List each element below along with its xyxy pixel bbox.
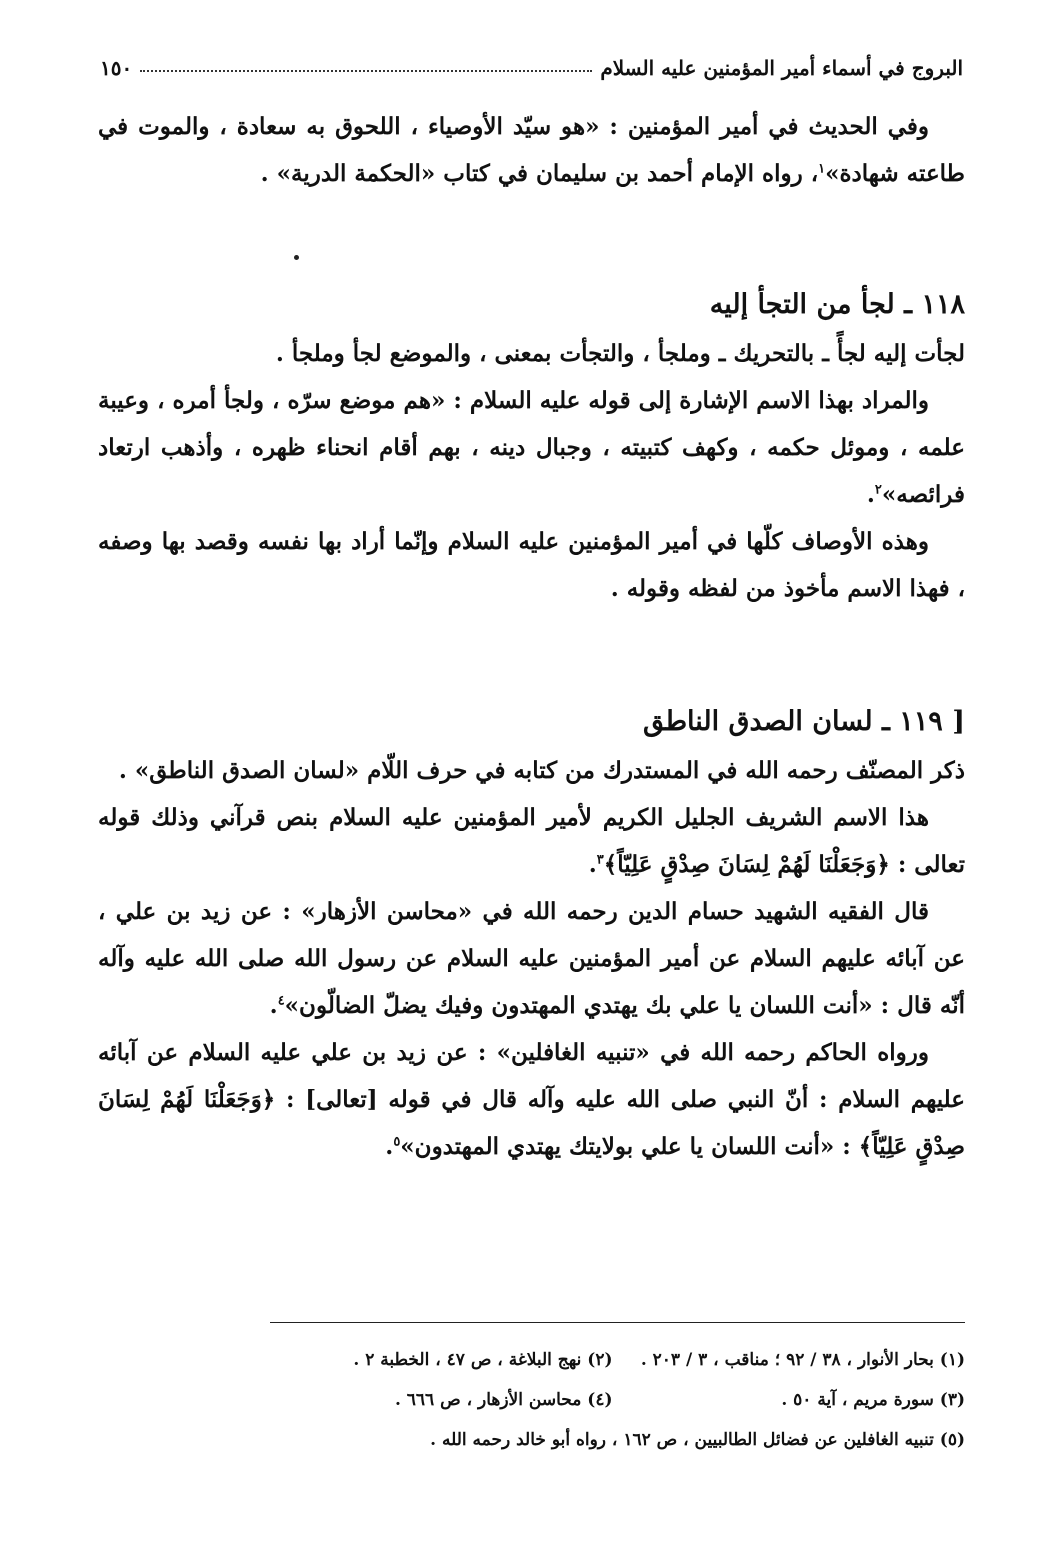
footnote-ref-2: ٢	[874, 482, 882, 498]
section-118-heading: ١١٨ ـ لجأ من التجأ إليه	[709, 289, 965, 320]
sentence-end: .	[385, 1133, 394, 1160]
footnote-4: (٤) محاسن الأزهار ، ص ٦٦٦ .	[394, 1390, 613, 1410]
footnote-5: (٥) تنبيه الغافلين عن فضائل الطالبيين ، ص ١٦٢ ، رواه أبو خالد رحمه الله .	[430, 1430, 965, 1450]
footnote-ref-3: ٣	[596, 852, 604, 868]
section-118-meaning-text: والمراد بهذا الاسم الإشارة إلى قوله عليه السلام : «هم موضع سرّه ، ولجأ أمره ، وعيبة علمه ، وموئل حكمه ، وكهف كتبيته ، وجبال دينه ، بهم أقام انحناء ظهره ، وأذهب ارتعاد فرائصه»	[98, 387, 965, 508]
section-118-conclusion: وهذه الأوصاف كلّها في أمير المؤمنين عليه السلام وإنّما أراد بها نفسه وقصد بها وصفه ، فهذا الاسم مأخوذ من لفظه وقوله .	[98, 528, 965, 602]
intro-paragraph-block	[98, 103, 965, 197]
section-119-quran-text: هذا الاسم الشريف الجليل الكريم لأمير المؤمنين عليه السلام بنص قرآني وذلك قوله تعالى :	[98, 804, 965, 878]
section-118-meaning	[98, 377, 965, 518]
section-119-hadith-1-text: قال الفقيه الشهيد حسام الدين رحمه الله في «محاسن الأزهار» : عن زيد بن علي ، عن آبائه عليهم السلام عن أمير المؤمنين عليه السلام عن رسول الله صلى الله عليه وآله أنّه قال : «أنت اللسان يا علي بك يهتدي المهتدون وفيك يضلّ الضالّون»	[98, 898, 965, 1019]
footnotes	[260, 1340, 965, 1460]
footnote-row-2	[260, 1380, 965, 1420]
section-119-heading: [ ١١٩ ـ لسان الصدق الناطق	[643, 706, 965, 737]
header-leader-dots	[140, 70, 592, 72]
section-119-quran-reference	[98, 794, 965, 888]
section-118	[98, 280, 965, 612]
quran-verse: ﴿وَجَعَلْنَا لَهُمْ لِسَانَ صِدْقٍ عَلِيّاً﴾	[603, 851, 890, 878]
section-119-hadith-1	[98, 888, 965, 1029]
running-header	[100, 40, 963, 80]
footnote-2: (٢) نهج البلاغة ، ص ٤٧ ، الخطبة ٢ .	[353, 1350, 613, 1370]
footnote-row-3	[260, 1420, 965, 1460]
stray-dot-mark	[294, 255, 299, 260]
hadith-text: وفي الحديث في أمير المؤمنين : «هو سيّد الأوصياء ، اللحوق به سعادة ، والموت في طاعته شهادة»	[98, 113, 965, 187]
sentence-end: .	[269, 992, 278, 1019]
running-title: البروج في أسماء أمير المؤمنين عليه السلام	[600, 56, 963, 80]
section-118-definition: لجأت إليه لجأً ـ بالتحريك ـ وملجأ ، والتجأت بمعنى ، والموضع لجأ وملجأ .	[275, 340, 965, 367]
section-119-hadith-2	[98, 1029, 965, 1170]
section-119-hadith-2-text: ورواه الحاكم رحمه الله في «تنبيه الغافلين» : عن زيد بن علي عليه السلام عن آبائه عليهم السلام : أنّ النبي صلى الله عليه وآله قال في قوله [تعالى] : ﴿وَجَعَلْنَا لَهُمْ لِسَانَ صِدْقٍ عَلِيّاً﴾ : «أنت اللسان يا علي بولايتك يهتدي المهتدون»	[98, 1039, 965, 1160]
footnote-ref-4: ٤	[277, 993, 285, 1009]
section-119-intro: ذكر المصنّف رحمه الله في المستدرك من كتابه في حرف اللّام «لسان الصدق الناطق» .	[118, 757, 965, 784]
footnote-3: (٣) سورة مريم ، آية ٥٠ .	[781, 1390, 965, 1410]
footnote-row-1	[260, 1340, 965, 1380]
hadith-paragraph	[98, 103, 965, 197]
sentence-end: .	[866, 481, 875, 508]
footnote-ref-1: ١	[818, 161, 826, 177]
page-number: ١٥٠	[100, 56, 133, 80]
footnote-ref-5: ٥	[393, 1134, 401, 1150]
hadith-source: ، رواه الإمام أحمد بن سليمان في كتاب «الحكمة الدرية» .	[260, 160, 819, 187]
sentence-end: .	[588, 851, 597, 878]
footnote-separator	[270, 1322, 965, 1323]
footnote-1: (١) بحار الأنوار ، ٣٨ / ٩٢ ؛ مناقب ، ٣ / ٢٠٣ .	[640, 1350, 965, 1370]
section-119	[98, 697, 965, 1170]
